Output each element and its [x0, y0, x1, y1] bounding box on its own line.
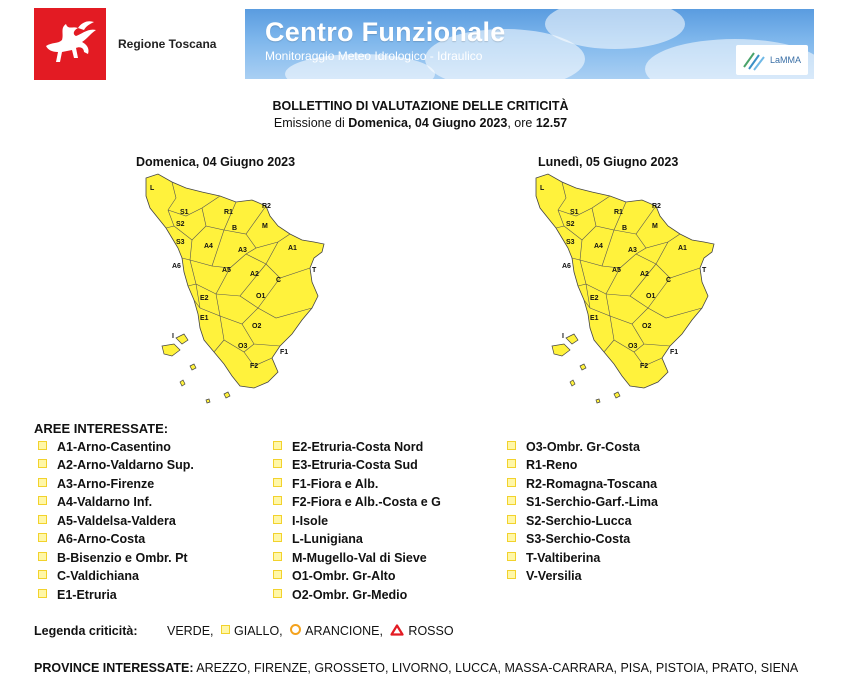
- area-item: A6-Arno-Costa: [38, 532, 145, 546]
- island-shape: [552, 344, 570, 356]
- legend-rosso: ROSSO: [408, 624, 454, 638]
- map-date-today: Domenica, 04 Giugno 2023: [136, 155, 296, 169]
- zone-label: R2: [652, 203, 661, 210]
- centro-funzionale-banner: [245, 9, 814, 79]
- area-item: I-Isole: [273, 514, 328, 528]
- giallo-marker-icon: [273, 515, 282, 524]
- area-item: A4-Valdarno Inf.: [38, 495, 152, 509]
- emission-time: 12.57: [535, 116, 568, 130]
- area-item: T-Valtiberina: [507, 551, 600, 565]
- area-item: A3-Arno-Firenze: [38, 477, 154, 491]
- zone-label: C: [666, 277, 672, 284]
- zone-label: F1: [280, 349, 289, 356]
- giallo-marker-icon: [38, 570, 47, 579]
- giallo-marker-icon: [38, 515, 47, 524]
- zone-label: E2: [200, 295, 209, 302]
- giallo-marker-icon: [273, 441, 282, 450]
- zone-label: A3: [628, 247, 637, 254]
- giallo-marker-icon: [38, 478, 47, 487]
- zone-label: C: [276, 277, 282, 284]
- emission-line: [0, 116, 841, 130]
- giallo-marker-icon: [273, 478, 282, 487]
- zone-label: A5: [612, 267, 621, 274]
- island-shape: [224, 392, 230, 398]
- pegasus-icon: [38, 16, 102, 72]
- zone-label: A2: [640, 271, 649, 278]
- legend-verde: VERDE,: [166, 624, 214, 638]
- zone-label: S3: [176, 239, 185, 246]
- zone-label: S3: [566, 239, 575, 246]
- zone-label: B: [622, 225, 628, 232]
- zone-label: A6: [172, 263, 181, 270]
- banner-title: Centro Funzionale: [265, 17, 506, 47]
- area-item: A5-Valdelsa-Valdera: [38, 514, 176, 528]
- zone-label: O2: [252, 323, 262, 330]
- areas-heading: AREE INTERESSATE:: [34, 421, 169, 436]
- zone-label: F2: [250, 363, 259, 370]
- zone-label: A3: [238, 247, 247, 254]
- island-shape: [566, 334, 578, 344]
- island-shape: [162, 344, 180, 356]
- zone-label: T: [702, 267, 707, 274]
- island-shape: [190, 364, 196, 370]
- zone-label: O3: [238, 343, 248, 350]
- provinces-line: [34, 660, 814, 677]
- zone-label: O1: [256, 293, 266, 300]
- legend-giallo: GIALLO,: [234, 624, 283, 638]
- lamma-logo: [736, 45, 808, 75]
- bulletin-title: BOLLETTINO DI VALUTAZIONE DELLE CRITICITÀ: [272, 99, 569, 113]
- provinces-label: PROVINCE INTERESSATE:: [34, 661, 194, 675]
- area-item: S2-Serchio-Lucca: [507, 514, 632, 528]
- area-item: B-Bisenzio e Ombr. Pt: [38, 551, 188, 565]
- area-item: E2-Etruria-Costa Nord: [273, 440, 423, 454]
- zone-label: A5: [222, 267, 231, 274]
- criticality-legend: [34, 624, 454, 638]
- area-item: R1-Reno: [507, 458, 577, 472]
- giallo-marker-icon: [273, 552, 282, 561]
- giallo-marker-icon: [38, 552, 47, 561]
- zone-label: S1: [570, 209, 579, 216]
- zone-label: O1: [646, 293, 656, 300]
- giallo-marker-icon: [507, 552, 516, 561]
- zone-label: B: [232, 225, 238, 232]
- zone-label: E1: [200, 315, 209, 322]
- area-item: E1-Etruria: [38, 588, 117, 602]
- area-item: F1-Fiora e Alb.: [273, 477, 378, 491]
- zone-label: E2: [590, 295, 599, 302]
- area-item: O1-Ombr. Gr-Alto: [273, 569, 395, 583]
- lamma-waves-icon: [742, 49, 768, 71]
- banner-subtitle: Monitoraggio Meteo Idrologico - Idraulico: [265, 49, 483, 63]
- zone-label: A1: [288, 245, 297, 252]
- provinces-list: AREZZO, FIRENZE, GROSSETO, LIVORNO, LUCCA, MASSA-CARRARA, PISA, PISTOIA, PRATO, SIENA: [193, 661, 799, 675]
- zone-label: E1: [590, 315, 599, 322]
- giallo-marker-icon: [273, 533, 282, 542]
- map-date-tomorrow: Lunedì, 05 Giugno 2023: [538, 155, 679, 169]
- emission-suffix: , ore: [507, 116, 536, 130]
- area-item: O2-Ombr. Gr-Medio: [273, 588, 407, 602]
- zone-label: I: [562, 333, 564, 340]
- zone-label: T: [312, 267, 317, 274]
- giallo-marker-icon: [507, 441, 516, 450]
- area-item: S3-Serchio-Costa: [507, 532, 630, 546]
- zone-label: S2: [176, 221, 185, 228]
- zone-label: I: [172, 333, 174, 340]
- island-shape: [176, 334, 188, 344]
- area-item: O3-Ombr. Gr-Costa: [507, 440, 640, 454]
- area-item: F2-Fiora e Alb.-Costa e G: [273, 495, 441, 509]
- arancione-circle-icon: [290, 624, 301, 635]
- island-shape: [596, 399, 600, 403]
- zone-label: O2: [642, 323, 652, 330]
- zone-label: A1: [678, 245, 687, 252]
- legend-arancione: ARANCIONE,: [305, 624, 383, 638]
- zone-label: F2: [640, 363, 649, 370]
- legend-label: Legenda criticità:: [34, 624, 138, 638]
- giallo-marker-icon: [38, 459, 47, 468]
- area-item: E3-Etruria-Costa Sud: [273, 458, 418, 472]
- zone-label: R2: [262, 203, 271, 210]
- giallo-marker-icon: [273, 570, 282, 579]
- zone-label: A2: [250, 271, 259, 278]
- island-shape: [570, 380, 575, 386]
- area-item: L-Lunigiana: [273, 532, 363, 546]
- zone-label: S2: [566, 221, 575, 228]
- island-shape: [180, 380, 185, 386]
- giallo-marker-icon: [507, 459, 516, 468]
- area-item: A2-Arno-Valdarno Sup.: [38, 458, 194, 472]
- island-shape: [580, 364, 586, 370]
- giallo-square-icon: [221, 625, 230, 634]
- zone-label: A6: [562, 263, 571, 270]
- zone-label: F1: [670, 349, 679, 356]
- giallo-marker-icon: [507, 570, 516, 579]
- area-item: C-Valdichiana: [38, 569, 139, 583]
- zone-label: L: [540, 185, 545, 192]
- area-item: M-Mugello-Val di Sieve: [273, 551, 427, 565]
- zone-label: L: [150, 185, 155, 192]
- zone-label: A4: [594, 243, 603, 250]
- zone-label: R1: [614, 209, 623, 216]
- zone-label: A4: [204, 243, 213, 250]
- giallo-marker-icon: [507, 515, 516, 524]
- area-item: A1-Arno-Casentino: [38, 440, 171, 454]
- zone-label: R1: [224, 209, 233, 216]
- zone-label: S1: [180, 209, 189, 216]
- area-item: V-Versilia: [507, 569, 582, 583]
- area-item: R2-Romagna-Toscana: [507, 477, 657, 491]
- giallo-marker-icon: [507, 478, 516, 487]
- zone-label: O3: [628, 343, 638, 350]
- criticality-map-tomorrow: [518, 168, 738, 408]
- giallo-marker-icon: [507, 533, 516, 542]
- giallo-marker-icon: [38, 533, 47, 542]
- regione-toscana-logo: [34, 8, 106, 80]
- emission-prefix: Emissione di: [273, 116, 349, 130]
- giallo-marker-icon: [273, 496, 282, 505]
- giallo-marker-icon: [273, 459, 282, 468]
- rosso-triangle-icon: [390, 624, 404, 636]
- giallo-marker-icon: [273, 589, 282, 598]
- criticality-map-today: [128, 168, 348, 408]
- emission-date: Domenica, 04 Giugno 2023: [348, 116, 508, 130]
- lamma-text: LaMMA: [770, 55, 802, 65]
- area-item: S1-Serchio-Garf.-Lima: [507, 495, 658, 509]
- island-shape: [614, 392, 620, 398]
- zone-label: M: [652, 223, 658, 230]
- zone-label: M: [262, 223, 268, 230]
- giallo-marker-icon: [38, 496, 47, 505]
- giallo-marker-icon: [38, 441, 47, 450]
- giallo-marker-icon: [507, 496, 516, 505]
- region-name: Regione Toscana: [118, 37, 217, 51]
- island-shape: [206, 399, 210, 403]
- giallo-marker-icon: [38, 589, 47, 598]
